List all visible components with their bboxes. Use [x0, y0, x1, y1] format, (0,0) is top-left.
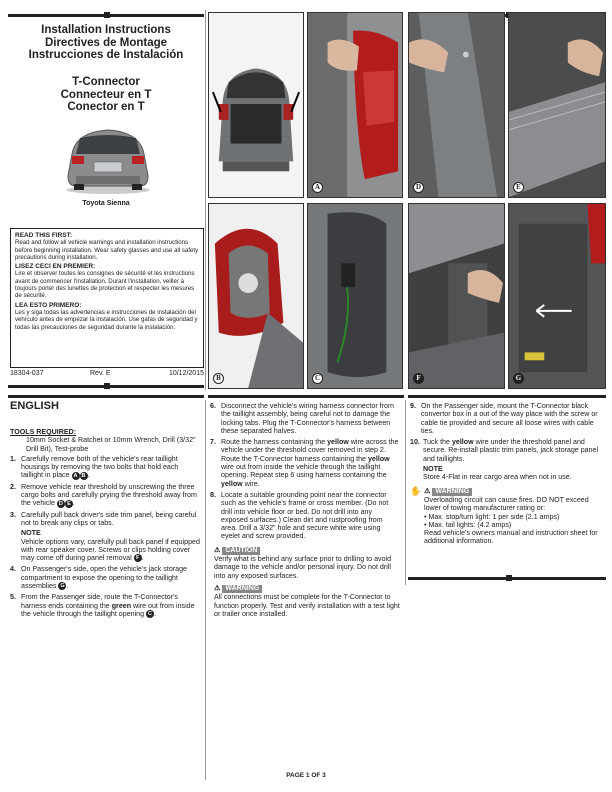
- photo-f: [408, 203, 505, 389]
- warning-text: All connections must be complete for the T-Connector to function properly. Test and verify installation with a test light or trailer once installed.: [214, 593, 400, 618]
- photo-label-a: A: [312, 182, 323, 193]
- read-first-en-title: READ THIS FIRST:: [15, 232, 73, 239]
- note-title: NOTE: [423, 465, 443, 474]
- step-9: [410, 402, 604, 435]
- read-first-fr-text: Lire et observer toutes les consignes de sécurité et les instructions avant de commencer l'installation. Durant l'installation, veiller à toujours porter des lunettes de protection et respecter les mesures de sécurité.: [15, 270, 195, 300]
- revision: Rev. E: [90, 370, 111, 377]
- note-text: Vehicle options vary, carefully pull back panel if equipped with rear speaker cover. Screws or clips holding cover may come off during panel removal: [21, 537, 200, 563]
- hand-fire-icon: ✋: [410, 485, 422, 496]
- step-7: [210, 438, 400, 488]
- text-divider-1: [205, 400, 206, 780]
- vehicle-image: [62, 124, 154, 196]
- doc-date: 10/12/2015: [168, 370, 204, 377]
- step-text: Tuck the: [423, 438, 450, 447]
- warning-label: WARNING: [222, 585, 262, 593]
- read-first-fr-title: LISEZ CECI EN PREMIER:: [15, 263, 96, 271]
- photo-label-c: C: [312, 373, 323, 384]
- step-number: 9.: [410, 402, 416, 410]
- wire-color: yellow: [367, 454, 390, 463]
- column-divider: [205, 10, 206, 390]
- ref-icon: D: [57, 500, 65, 508]
- photo-rear-hatch: [208, 12, 304, 198]
- photo-a: [307, 12, 403, 198]
- photo-g: [508, 203, 606, 389]
- photo-label-e: E: [513, 182, 524, 193]
- lower-rule-left: [8, 395, 204, 398]
- step-text: wire out from inside the vehicle through the taillight opening: [21, 601, 195, 618]
- warning-block-2: [410, 485, 604, 546]
- wire-color: green: [111, 601, 132, 610]
- step-text: Disconnect the vehicle's wiring harness connector from the taillight assembly, being careful not to damage the locking tabs. Plug the T-Connector's harness between these separated halves.: [221, 402, 394, 435]
- photo-c: [307, 203, 403, 389]
- rule-marker: [104, 383, 110, 389]
- photo-label-f: F: [413, 373, 424, 384]
- step-number: 5.: [10, 593, 16, 602]
- step-3: 3. Carefully pull back driver's side trim panel, being careful not to break any clips or tabs. NOTE Vehicle options vary, carefully pull back panel if equipped with rear speaker cover. Screws or clips holding cover may come off during panel removal F .: [10, 510, 200, 563]
- column-1: [10, 428, 200, 621]
- rule-marker: [506, 575, 512, 581]
- caution-icon: ⚠: [214, 545, 221, 554]
- step-10: [410, 438, 604, 481]
- step-5: 5. From the Passenger side, route the T-Connector's harness ends containing the green wire out from inside the vehicle through the taillight opening C .: [10, 593, 195, 618]
- step-text: Remove vehicle rear threshold by unscrewing the three cargo bolts and carefully prying the threshold away from the vehicle: [21, 482, 197, 508]
- step-number: 4.: [10, 565, 16, 574]
- wire-color: yellow: [221, 479, 243, 488]
- title-fr: Directives de Montage: [44, 36, 168, 49]
- product-en: T-Connector: [72, 76, 140, 88]
- step-2: 2. Remove vehicle rear threshold by unscrewing the three cargo bolts and carefully prying the threshold away from the vehicle D E .: [10, 482, 197, 508]
- note-title: NOTE: [21, 529, 41, 538]
- column-3: [410, 402, 604, 546]
- photo-label-g: G: [513, 373, 524, 384]
- step-text: On the Passenger side, mount the T-Connector black convertor box in a out of the way place with the screw or cable tie provided and secure all loose wires with cable ties.: [421, 402, 598, 435]
- photo-label-d: D: [413, 182, 424, 193]
- ref-icon: C: [146, 610, 154, 618]
- read-first-box: [10, 228, 204, 368]
- ref-icon: G: [60, 583, 65, 590]
- step-text: On Passenger's side, open the vehicle's jack storage compartment to expose the opening to the taillight assemblies: [21, 565, 187, 591]
- step-1: 1. Carefully remove both of the vehicle's rear taillight housings by removing the two bolts that hold each taillight in place A B .: [10, 454, 179, 480]
- step-6: [210, 402, 400, 435]
- warning-bullet: • Max. tail lights: (4.2 amps): [424, 520, 512, 529]
- lower-rule-mid: [208, 395, 404, 398]
- warning-label: WARNING: [432, 488, 472, 496]
- step-text: wire out from inside the vehicle through the taillight opening. Repeat step 6 using harness containing the: [221, 463, 387, 480]
- lower-rule-right: [408, 395, 606, 398]
- text-divider-2: [405, 400, 406, 585]
- product-fr: Connecteur en T: [60, 88, 152, 101]
- ref-icon: A: [72, 472, 80, 480]
- step-text: Route the harness containing the: [221, 438, 326, 447]
- read-first-es-title: LEA ESTO PRIMERO:: [15, 301, 82, 309]
- photo-d: [408, 12, 505, 198]
- product-block: [8, 76, 204, 114]
- ref-icon: B: [80, 472, 88, 480]
- warning-icon: ⚠: [424, 486, 431, 495]
- product-es: Conector en T: [67, 101, 145, 113]
- title-block: [8, 24, 204, 62]
- language-heading: ENGLISH: [10, 400, 59, 412]
- step-number: 6.: [210, 402, 216, 410]
- vehicle-caption: Toyota Sienna: [82, 200, 130, 207]
- step-text: Carefully pull back driver's side trim panel, being careful not to break any clips or tabs.: [21, 510, 197, 527]
- caution-label: CAUTION: [222, 547, 260, 555]
- doc-info: [10, 370, 204, 377]
- step-number: 8.: [210, 490, 216, 499]
- title-es: Instrucciones de Instalación: [28, 49, 184, 61]
- step-8: [210, 491, 400, 541]
- step-number: 10.: [410, 438, 420, 447]
- caution-text: Verify what is behind any surface prior to drilling to avoid damage to the vehicle and/or personal injury. Do not drill into any exposed surfaces.: [214, 555, 392, 580]
- step-4: 4. On Passenger's side, open the vehicle's jack storage compartment to expose the opening to the taillight assemblies G .: [10, 565, 187, 591]
- rule-marker: [104, 12, 110, 18]
- part-number: 18304-037: [10, 370, 44, 377]
- tools-text: 10mm Socket & Ratchet or 10mm Wrench, Drill (3/32" Drill Bit), Test-probe: [26, 436, 196, 453]
- step-number: 3.: [10, 510, 16, 519]
- page-number: PAGE 1 OF 3: [286, 772, 326, 779]
- note-text: Store 4-Flat in rear cargo area when not in use.: [423, 473, 572, 482]
- step-text: wire across the vehicle under the threshold cover removed in step 2. Route the T-Connector harness containing the: [221, 438, 399, 463]
- step-text: Locate a suitable grounding point near the connector such as the vehicle's frame or cross member. (Do not drill into vehicle floor or bed. Do not drill into any exposed surfaces.) Clean dirt and rustproofing from area. Drill a 3/32" hole and secure white wire using eyelet and screw provided.: [221, 490, 389, 541]
- step-number: 7.: [210, 438, 216, 447]
- step-number: 1.: [10, 454, 16, 463]
- warning-text-2: Read vehicle's owners manual and instruction sheet for additional information.: [424, 529, 598, 546]
- step-text: wire under the threshold panel and secure. Re-install plastic trim panels, jack storage panel and taillights.: [423, 438, 599, 463]
- step-number: 2.: [10, 482, 16, 491]
- photo-e: [508, 12, 606, 198]
- warning-bullet: • Max. stop/turn light: 1 per side (2.1 amps): [424, 512, 560, 521]
- step-text: From the Passenger side, route the T-Connector's harness ends containing the: [21, 593, 178, 610]
- ref-icon: E: [65, 500, 73, 508]
- read-first-en-text: Read and follow all vehicle warnings and installation instructions before beginning installation. Wear safety glasses and use all safety precautions during installation.: [15, 239, 199, 261]
- ref-icon: F: [134, 554, 142, 562]
- step-text: wire.: [244, 479, 260, 488]
- warning-icon: ⚠: [214, 583, 221, 592]
- photo-label-b: B: [213, 373, 224, 384]
- title-en: Installation Instructions: [41, 24, 171, 36]
- caution-block: [210, 544, 400, 580]
- tools-title: TOOLS REQUIRED:: [10, 428, 77, 436]
- photo-b: [208, 203, 304, 389]
- read-first-es-text: Les y siga todas las advertencias e instrucciones de instalación del vehículo antes de empezar la instalación. Use gafas de seguridad y todas las precauciones de seguridad durante la instalación.: [15, 308, 198, 331]
- wire-color: yellow: [327, 438, 349, 447]
- wire-color: yellow: [451, 438, 474, 447]
- step-text: Carefully remove both of the vehicle's rear taillight housings by removing the two bolts that hold each taillight in place: [21, 454, 179, 480]
- warning-text: Overloading circuit can cause fires. DO NOT exceed lower of towing manufacturer rating or:: [424, 495, 589, 513]
- column-2: [210, 402, 400, 618]
- warning-block: [210, 582, 400, 618]
